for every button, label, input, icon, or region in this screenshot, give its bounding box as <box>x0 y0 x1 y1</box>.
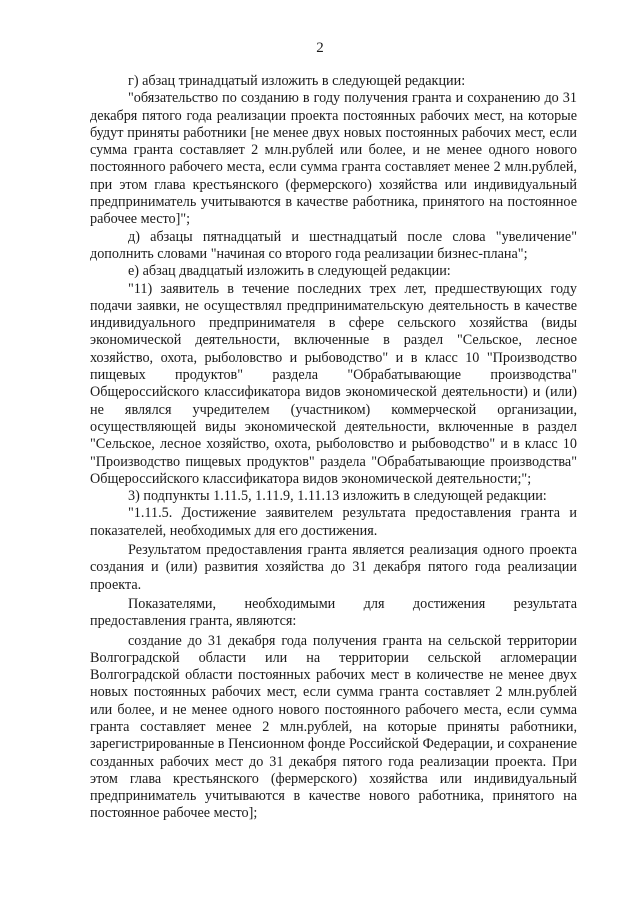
paragraph-1-11-5: "1.11.5. Достижение заявителем результата предоставления гранта и показателей, необходимых для его достижения. <box>90 505 577 539</box>
paragraph-indicators: Показателями, необходимыми для достижения результата предоставления гранта, являются: <box>90 595 577 630</box>
paragraph-e-quote: "11) заявитель в течение последних трех лет, предшествующих году подачи заявки, не осуществлял предпринимательскую деятельность в качестве индивидуального предпринимателя в сфере сельского хозяйства (виды экономической деятельности, включенные в раздел "Сельское, лесное хозяйство, охота, рыболовство и рыбоводство" и в класс 10 "Производство пищевых продуктов" раздела "Обрабатывающие производства" Общероссийского классификатора видов экономической деятельности) и (или) не являлся учредителем (участником) коммерческой организации, осуществляющей виды экономической деятельности, включенные в раздел "Сельское, лесное хозяйство, охота, рыболовство и рыбоводство" и в класс 10 "Производство пищевых продуктов" раздела "Обрабатывающие производства" Общероссийского классификатора видов экономической деятельности;"; <box>90 280 577 487</box>
page-number: 2 <box>316 40 324 56</box>
paragraph-creation: создание до 31 декабря года получения гранта на сельской территории Волгоградской области или на территории сельской агломерации Волгоградской области постоянных рабочих мест в количестве не менее двух новых постоянных рабочих мест, если сумма гранта составляет 2 млн.рублей или более, и не менее одного нового постоянного рабочего места, если сумма гранта составляет менее 2 млн.рублей, на которые приняты работники, зарегистрированные в Пенсионном фонде Российской Федерации, и сохранение созданных рабочих мест до 31 декабря пятого года реализации проекта. При этом глава крестьянского (фермерского) хозяйства или индивидуальный предприниматель учитываются в качестве нового работника, принятого на постоянное рабочее место]; <box>90 632 577 822</box>
paragraph-e: е) абзац двадцатый изложить в следующей редакции: <box>128 263 451 280</box>
paragraph-g-quote: "обязательство по созданию в году получения гранта и сохранению до 31 декабря пятого года реализации проекта постоянных рабочих мест, на которые будут приняты работники [не менее двух новых постоянных рабочих мест, если сумма гранта составляет 2 млн.рублей или более, и не менее одного нового постоянного рабочего места, если сумма гранта составляет менее 2 млн.рублей, при этом глава крестьянского (фермерского) хозяйства или индивидуальный предприниматель учитываются в качестве работника, принятого на постоянное рабочее место]"; <box>90 90 577 228</box>
paragraph-g: г) абзац тринадцатый изложить в следующей редакции: <box>128 73 466 89</box>
paragraph-3: 3) подпункты 1.11.5, 1.11.9, 1.11.13 изложить в следующей редакции: <box>128 488 547 505</box>
paragraph-d: д) абзацы пятнадцатый и шестнадцатый после слова "увеличение" дополнить словами "начиная со второго года реализации бизнес-плана"; <box>90 228 577 262</box>
paragraph-result: Результатом предоставления гранта является реализация одного проекта создания и (или) развития хозяйства до 31 декабря пятого года реализации проекта. <box>90 542 577 593</box>
document-body <box>90 73 577 823</box>
